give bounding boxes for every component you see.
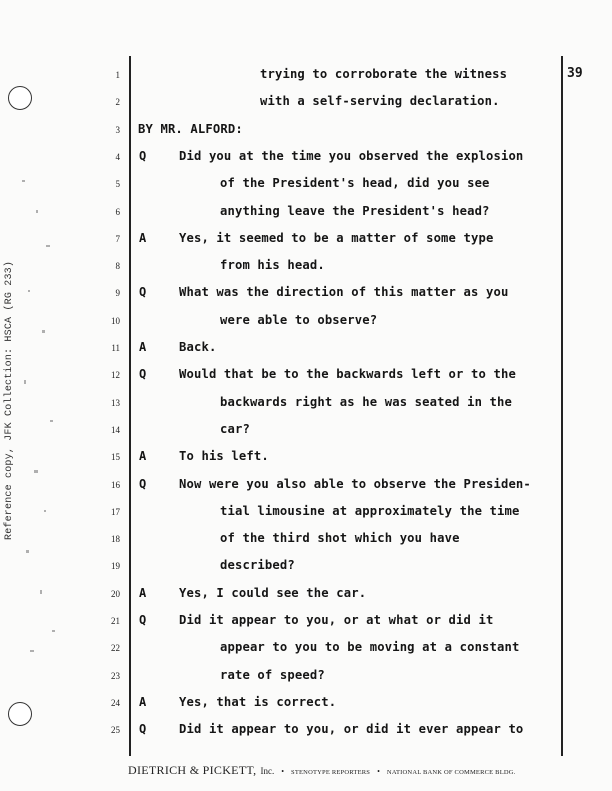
transcript-line bbox=[0, 203, 612, 223]
page-number: 39 bbox=[567, 66, 583, 81]
speaker-label: A bbox=[139, 230, 147, 245]
line-number: 18 bbox=[111, 534, 120, 545]
line-number: 19 bbox=[111, 561, 120, 572]
speaker-label: Q bbox=[139, 285, 147, 300]
transcript-line bbox=[0, 284, 612, 304]
line-number: 25 bbox=[111, 725, 120, 736]
transcript-line bbox=[0, 557, 612, 577]
transcript-line bbox=[0, 585, 612, 605]
line-number: 2 bbox=[115, 97, 120, 108]
line-number: 5 bbox=[115, 179, 120, 190]
transcript-line bbox=[0, 448, 612, 468]
archive-reference-stamp: Reference copy, JFK Collection: HSCA (RG 233) bbox=[4, 260, 15, 540]
transcript-line bbox=[0, 530, 612, 550]
transcript-line bbox=[0, 394, 612, 414]
transcript-line bbox=[0, 694, 612, 714]
line-text: Yes, it seemed to be a matter of some type bbox=[179, 230, 494, 245]
transcript-line bbox=[0, 175, 612, 195]
line-number: 23 bbox=[111, 670, 120, 681]
line-text: Did it appear to you, or at what or did it bbox=[179, 613, 494, 627]
line-text: of the third shot which you have bbox=[220, 531, 460, 546]
line-text: Back. bbox=[179, 340, 217, 354]
speaker-label: A bbox=[139, 585, 147, 600]
line-text: Yes, I could see the car. bbox=[179, 585, 367, 600]
footer-separator: • bbox=[377, 767, 380, 776]
transcript-line bbox=[0, 639, 612, 659]
transcript-line bbox=[0, 366, 612, 386]
page-footer bbox=[128, 761, 568, 779]
speaker-label: A bbox=[139, 449, 147, 464]
line-text: appear to you to be moving at a constant bbox=[220, 640, 520, 655]
line-number: 24 bbox=[111, 697, 120, 708]
line-text: Yes, that is correct. bbox=[179, 694, 337, 709]
line-number: 22 bbox=[111, 643, 120, 654]
line-text: of the President's head, did you see bbox=[220, 176, 490, 191]
transcript-line bbox=[0, 148, 612, 168]
line-text: from his head. bbox=[220, 258, 325, 273]
line-text: Now were you also able to observe the Presiden- bbox=[179, 476, 531, 491]
line-text: anything leave the President's head? bbox=[220, 203, 490, 218]
line-number: 14 bbox=[111, 424, 120, 435]
line-text: BY MR. ALFORD: bbox=[138, 121, 243, 136]
transcript-line bbox=[0, 612, 612, 632]
transcript-line bbox=[0, 230, 612, 250]
line-text: trying to corroborate the witness bbox=[260, 67, 508, 81]
transcript-line bbox=[0, 257, 612, 277]
line-number: 12 bbox=[111, 370, 120, 381]
line-number: 6 bbox=[115, 206, 120, 217]
line-number: 10 bbox=[111, 315, 120, 326]
line-number: 4 bbox=[115, 151, 120, 162]
line-text: rate of speed? bbox=[220, 667, 325, 682]
footer-separator: • bbox=[281, 767, 285, 776]
line-text: Did you at the time you observed the explosion bbox=[179, 148, 524, 163]
speaker-label: Q bbox=[139, 613, 147, 627]
line-number: 8 bbox=[115, 261, 120, 272]
footer-reporters: STENOTYPE REPORTERS bbox=[291, 769, 371, 776]
line-number: 15 bbox=[111, 452, 120, 463]
line-text: Would that be to the backwards left or to the bbox=[179, 367, 516, 382]
speaker-label: A bbox=[139, 694, 147, 709]
transcript-line bbox=[0, 721, 612, 741]
line-number: 3 bbox=[115, 124, 120, 135]
speaker-label: Q bbox=[139, 148, 147, 163]
transcript-line bbox=[0, 476, 612, 496]
line-number: 16 bbox=[111, 479, 120, 490]
speaker-label: Q bbox=[139, 476, 147, 491]
transcript-line bbox=[0, 312, 612, 332]
line-number: 17 bbox=[111, 506, 120, 517]
line-text: To his left. bbox=[179, 449, 269, 464]
transcript-line bbox=[0, 503, 612, 523]
line-text: with a self-serving declaration. bbox=[260, 94, 500, 109]
line-text: car? bbox=[220, 421, 250, 436]
transcript-line bbox=[0, 667, 612, 687]
line-text: were able to observe? bbox=[220, 312, 378, 327]
transcript-line bbox=[0, 421, 612, 441]
line-text: tial limousine at approximately the time bbox=[220, 503, 520, 518]
speaker-label: A bbox=[139, 340, 147, 354]
line-number: 1 bbox=[115, 70, 120, 80]
line-number: 7 bbox=[115, 233, 120, 244]
line-text: What was the direction of this matter as you bbox=[179, 285, 509, 300]
speaker-label: Q bbox=[139, 367, 147, 382]
reporting-firm-name: DIETRICH & PICKETT, bbox=[128, 763, 257, 777]
transcript-line bbox=[0, 339, 612, 359]
line-number: 9 bbox=[115, 288, 120, 299]
line-number: 13 bbox=[111, 397, 120, 408]
line-number: 20 bbox=[111, 588, 120, 599]
line-number: 21 bbox=[111, 616, 120, 626]
line-text: described? bbox=[220, 558, 295, 573]
transcript-line bbox=[0, 66, 612, 86]
footer-address: NATIONAL BANK OF COMMERCE BLDG. bbox=[386, 769, 516, 776]
transcript-line bbox=[0, 121, 612, 141]
line-number: 11 bbox=[111, 343, 120, 353]
speaker-label: Q bbox=[139, 722, 147, 737]
line-text: backwards right as he was seated in the bbox=[220, 394, 513, 409]
reporting-firm-inc: Inc. bbox=[260, 766, 275, 776]
transcript-line bbox=[0, 93, 612, 113]
line-text: Did it appear to you, or did it ever appear to bbox=[179, 722, 524, 737]
